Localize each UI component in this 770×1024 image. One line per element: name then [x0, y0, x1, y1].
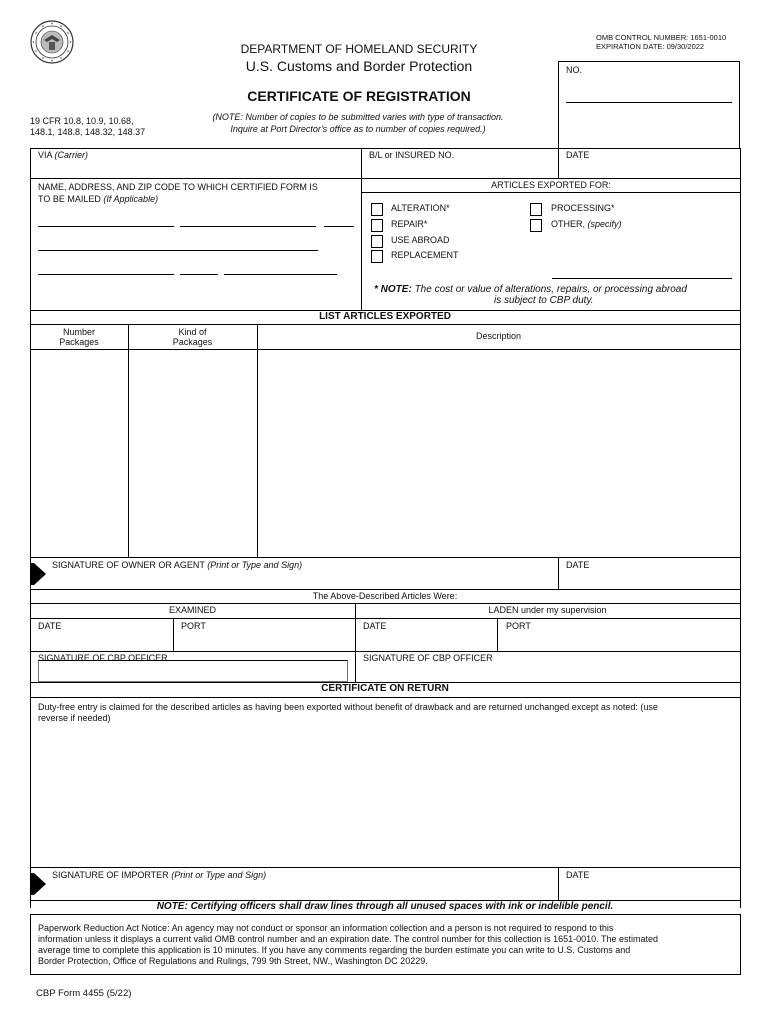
via-carrier-field[interactable] [31, 160, 360, 177]
examined-officer-signature-field[interactable] [38, 660, 348, 682]
registration-no-label: NO. [566, 65, 583, 75]
date-label: DATE [566, 150, 590, 160]
mail-state-field[interactable] [180, 262, 218, 275]
cfr-citation-line2: 148.1, 148.8, 148.32, 148.37 [30, 127, 146, 137]
copies-note-line1: (NOTE: Number of copies to be submitted varies with type of transaction. [212, 112, 504, 122]
laden-port-field[interactable] [498, 632, 739, 650]
mail-address-line2-field[interactable] [38, 238, 318, 251]
cbp-duty-note-line2: is subject to CBP duty. [494, 295, 594, 306]
form-id: CBP Form 4455 (5/22) [36, 988, 132, 999]
repair-checkbox[interactable] [371, 219, 383, 232]
copies-note-line2: Inquire at Port Director's office as to number of copies required.) [230, 124, 486, 134]
mail-extra-field[interactable] [324, 214, 354, 227]
importer-signature-label: SIGNATURE OF IMPORTER (Print or Type and Sign) [52, 870, 267, 880]
owner-date-label: DATE [566, 560, 590, 570]
pra-notice-line1: Paperwork Reduction Act Notice: An agency may not conduct or sponsor an information collection and a person is not required to respond to this [38, 923, 614, 933]
processing-checkbox[interactable] [530, 203, 542, 216]
form-title: CERTIFICATE OF REGISTRATION [247, 88, 471, 104]
replacement-label: REPLACEMENT [391, 250, 459, 260]
certificate-on-return-title: CERTIFICATE ON RETURN [321, 683, 449, 694]
mail-to-label-line1: NAME, ADDRESS, AND ZIP CODE TO WHICH CERTIFIED FORM IS [38, 182, 318, 192]
examined-port-field[interactable] [174, 632, 354, 650]
owner-date-field[interactable] [559, 571, 739, 588]
importer-date-label: DATE [566, 870, 590, 880]
mail-zip-field[interactable] [224, 262, 337, 275]
omb-control-number: OMB CONTROL NUMBER: 1651-0010 [596, 33, 727, 42]
number-packages-field[interactable] [31, 350, 127, 556]
examined-date-field[interactable] [31, 632, 172, 650]
processing-label: PROCESSING* [551, 203, 615, 213]
kind-packages-field[interactable] [129, 350, 256, 556]
mail-to-label-line2: TO BE MAILED (If Applicable) [38, 194, 159, 204]
agency-name: U.S. Customs and Border Protection [245, 58, 473, 74]
laden-officer-signature-label: SIGNATURE OF CBP OFFICER [363, 653, 493, 663]
owner-signature-field[interactable] [50, 571, 557, 588]
laden-label: LADEN under my supervision [488, 605, 607, 615]
examined-officer-signature-label: SIGNATURE OF CBP OFFICER [38, 653, 168, 663]
via-label: VIA (Carrier) [38, 150, 89, 160]
date-field[interactable] [559, 160, 739, 177]
mail-city-field[interactable] [38, 262, 174, 275]
above-described-title: The Above-Described Articles Were: [312, 591, 458, 601]
pra-notice-line2: information unless it displays a current valid OMB control number and an expiration date. The control number for this collection is 1651-0010. The estimated [38, 934, 658, 944]
repair-label: REPAIR* [391, 219, 428, 229]
registration-no-field[interactable] [566, 88, 732, 103]
importer-signature-field[interactable] [50, 881, 557, 899]
importer-date-field[interactable] [559, 881, 739, 899]
pra-notice-line4: Border Protection, Office of Regulations and Rulings, 799 9th Street, NW., Washington DC 20229. [38, 956, 428, 966]
laden-port-label: PORT [506, 621, 531, 631]
return-claim-text-line1: Duty-free entry is claimed for the described articles as having been exported without benefit of drawback and are returned unchanged except as noted: (use [38, 702, 658, 712]
certifying-officers-note: NOTE: Certifying officers shall draw lines through all unused spaces with ink or indelible pencil. [156, 901, 614, 912]
col-number-packages-line2: Packages [59, 337, 99, 347]
mail-address-field[interactable] [180, 214, 316, 227]
dhs-seal-icon [30, 20, 74, 64]
cfr-citation-line1: 19 CFR 10.8, 10.9, 10.68, [30, 116, 134, 126]
description-field[interactable] [258, 350, 739, 556]
examined-port-label: PORT [181, 621, 206, 631]
other-label: OTHER, (specify) [551, 219, 622, 229]
mail-name-field[interactable] [38, 214, 174, 227]
articles-exported-for-title: ARTICLES EXPORTED FOR: [491, 180, 611, 190]
col-kind-packages-line1: Kind of [178, 327, 207, 337]
alteration-checkbox[interactable] [371, 203, 383, 216]
laden-date-label: DATE [363, 621, 387, 631]
other-checkbox[interactable] [530, 219, 542, 232]
return-notes-field[interactable] [31, 726, 739, 866]
pra-notice-line3: average time to complete this application is 10 minutes. If you have any comments regarding the burden estimate you can write to U.S. Customs and [38, 945, 631, 955]
examined-date-label: DATE [38, 621, 62, 631]
col-kind-packages-line2: Packages [172, 337, 213, 347]
cbp-duty-note-line1: * NOTE: The cost or value of alterations, repairs, or processing abroad [374, 284, 687, 295]
alteration-label: ALTERATION* [391, 203, 450, 213]
return-claim-text-line2: reverse if needed) [38, 713, 111, 723]
laden-officer-signature-field[interactable] [356, 664, 739, 681]
examined-label: EXAMINED [168, 605, 216, 615]
sign-here-arrow-icon [31, 562, 47, 586]
department-name: DEPARTMENT OF HOMELAND SECURITY [240, 42, 478, 56]
sign-here-arrow-icon [31, 872, 47, 896]
use-abroad-checkbox[interactable] [371, 235, 383, 248]
other-specify-field[interactable] [552, 266, 732, 279]
expiration-date: EXPIRATION DATE: 09/30/2022 [596, 42, 705, 51]
use-abroad-label: USE ABROAD [391, 235, 450, 245]
owner-signature-label: SIGNATURE OF OWNER OR AGENT (Print or Type and Sign) [52, 560, 303, 570]
list-articles-title: LIST ARTICLES EXPORTED [319, 311, 451, 322]
col-description: Description [475, 331, 522, 341]
laden-date-field[interactable] [356, 632, 496, 650]
replacement-checkbox[interactable] [371, 250, 383, 263]
bl-insured-no-field[interactable] [362, 160, 557, 177]
col-number-packages-line1: Number [62, 327, 95, 337]
bl-insured-no-label: B/L or INSURED NO. [369, 150, 455, 160]
